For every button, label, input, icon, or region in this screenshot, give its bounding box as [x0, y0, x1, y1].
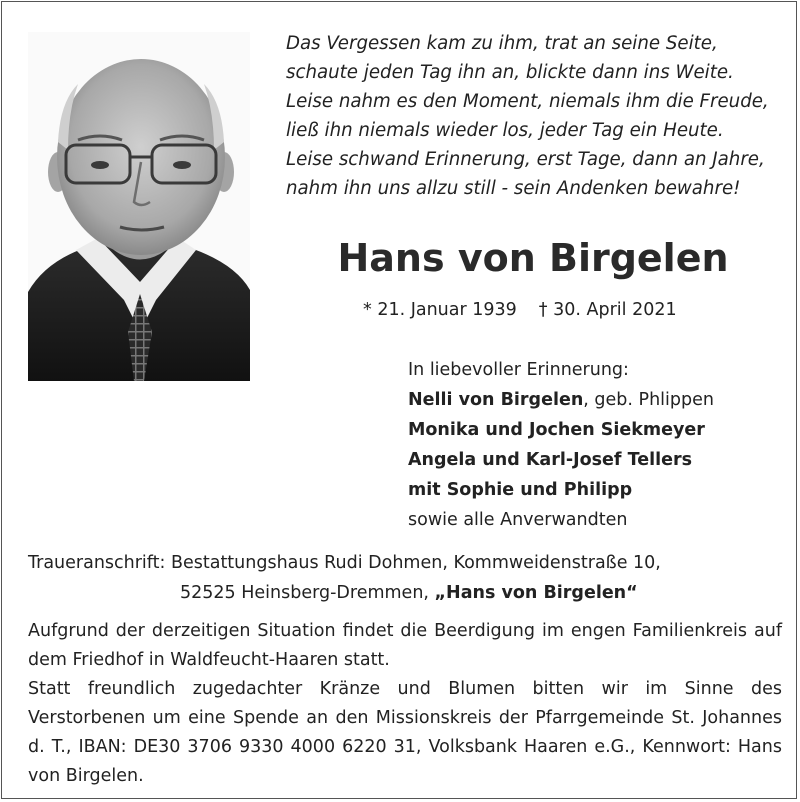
life-dates — [363, 298, 677, 322]
memorial-poem — [286, 29, 776, 203]
spouse-maiden-name: , geb. Phlippen — [583, 390, 714, 410]
poem-line: schaute jeden Tag ihn an, blickte dann ins Weite. — [286, 62, 734, 83]
family-member-name: mit Sophie und Philipp — [408, 480, 633, 500]
donation-request: Statt freundlich zugedachter Kränze und Blumen bitten wir im Sinne des Verstorbenen um eine Spende an den Missionskreis der Pfarrgemeinde St. Johannes d. T., IBAN: DE30 3706 9330 4000 6220 31, Volksbank Haaren e.G., Kennwort: Hans von Birgelen. — [28, 679, 782, 786]
family-member-name: Monika und Jochen Siekmeyer — [408, 420, 705, 440]
family-relatives: sowie alle Anverwandten — [408, 510, 628, 530]
address-recipient: „Hans von Birgelen“ — [434, 583, 638, 603]
mourning-address — [28, 548, 661, 608]
poem-line: Das Vergessen kam zu ihm, trat an seine Seite, — [286, 33, 718, 54]
poem-line: nahm ihn uns allzu still - sein Andenken bewahre! — [286, 178, 741, 199]
address-line-1: Traueranschrift: Bestattungshaus Rudi Dohmen, Kommweidenstraße 10, — [28, 553, 661, 573]
family-member — [408, 475, 714, 505]
address-line-2 — [28, 578, 661, 608]
birth-date: * 21. Januar 1939 — [363, 300, 517, 320]
family-spouse — [408, 385, 714, 415]
funeral-notes — [28, 617, 782, 791]
death-date: † 30. April 2021 — [538, 300, 677, 320]
portrait-photo — [28, 32, 250, 381]
address-city: 52525 Heinsberg-Dremmen, — [180, 583, 435, 603]
family-member-name: Angela und Karl-Josef Tellers — [408, 450, 693, 470]
poem-line: Leise schwand Erinnerung, erst Tage, dann an Jahre, — [286, 149, 765, 170]
poem-line: Leise nahm es den Moment, niemals ihm die Freude, — [286, 91, 769, 112]
family-member — [408, 445, 714, 475]
deceased-name: Hans von Birgelen — [337, 236, 729, 280]
family-block — [408, 355, 714, 535]
poem-line: ließ ihn niemals wieder los, jeder Tag ein Heute. — [286, 120, 724, 141]
spouse-name: Nelli von Birgelen — [408, 390, 584, 410]
family-member — [408, 415, 714, 445]
funeral-info: Aufgrund der derzeitigen Situation findet die Beerdigung im engen Familienkreis auf dem Friedhof in Waldfeucht-Haaren statt. — [28, 621, 782, 670]
family-intro: In liebevoller Erinnerung: — [408, 360, 629, 380]
